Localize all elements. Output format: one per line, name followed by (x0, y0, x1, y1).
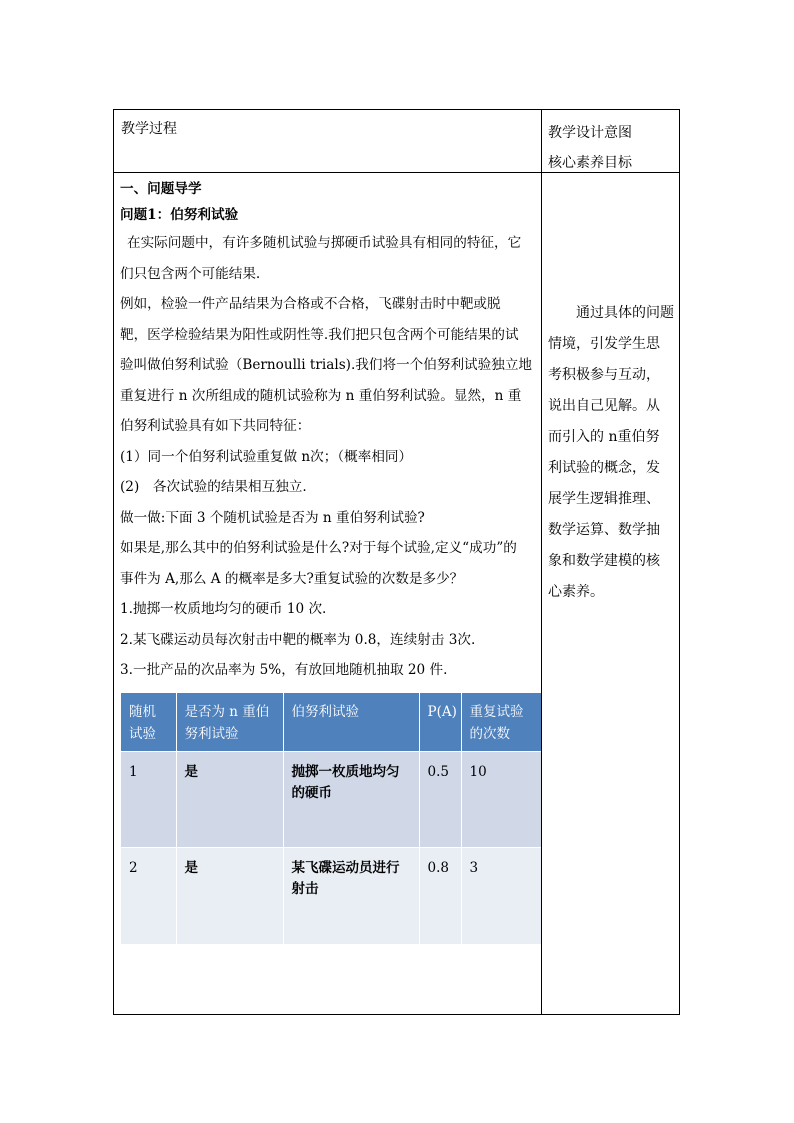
table-cell: 抛掷一枚质地均匀的硬币 (283, 752, 419, 848)
table-cell: 10 (461, 752, 541, 848)
table-cell: 是 (176, 848, 283, 944)
table-cell: 0.5 (419, 752, 461, 848)
intent-line: 数学运算、数学抽 (548, 522, 660, 538)
header-teaching-process: 教学过程 (121, 121, 177, 137)
intent-line: 象和数学建模的核 (548, 553, 660, 569)
table-cell: 1 (121, 752, 176, 848)
paragraph-line: 例如，检验一件产品结果为合格或不合格，飞碟射击时中靶或脱 (120, 296, 501, 312)
column-header: P(A) (419, 693, 461, 752)
paragraph-line: 重复进行 n 次所组成的随机试验称为 n 重伯努利试验。显然，n 重 (120, 387, 522, 404)
table-row (121, 752, 541, 848)
intent-line: 通过具体的问题 (576, 305, 674, 321)
header-right-line: 核心素养目标 (548, 155, 632, 171)
paragraph-line: 1.抛掷一枚质地均匀的硬币 10 次. (120, 601, 327, 617)
paragraph-line: (2) 各次试验的结果相互独立. (120, 479, 307, 495)
paragraph-line: (1）同一个伯努利试验重复做 n次；（概率相同） (120, 448, 413, 465)
intent-line: 考积极参与互动， (548, 367, 660, 383)
column-divider (541, 110, 542, 1014)
table-cell: 3 (461, 848, 541, 944)
intent-line: 展学生逻辑推理、 (548, 491, 660, 507)
paragraph-line: 如果是,那么其中的伯努利试验是什么?对于每个试验,定义“成功”的 (120, 540, 517, 556)
section-title: 一、问题导学 (120, 181, 202, 197)
header-right-line: 教学设计意图 (548, 125, 632, 141)
header-design-intent (548, 118, 632, 178)
paragraph-line: 验叫做伯努利试验（Bernoulli trials).我们将一个伯努利试验独立地 (120, 357, 533, 373)
paragraph-line: 做一做:下面 3 个随机试验是否为 n 重伯努利试验? (120, 509, 425, 526)
paragraph-line: 靶，医学检验结果为阳性或阴性等.我们把只包含两个可能结果的试 (120, 326, 519, 343)
table-row (121, 848, 541, 944)
design-intent-text (548, 298, 676, 608)
intent-line: 而引入的 n重伯努 (548, 429, 660, 445)
paragraph-line: 在实际问题中，有许多随机试验与掷硬币试验具有相同的特征，它 (127, 235, 522, 251)
table-cell: 2 (121, 848, 176, 944)
paragraph-line: 伯努利试验具有如下共同特征： (120, 418, 311, 434)
paragraph-line: 们只包含两个可能结果. (120, 265, 261, 282)
intent-line: 情境，引发学生思 (548, 336, 660, 352)
table-cell: 是 (176, 752, 283, 848)
table-cell: 某飞碟运动员进行射击 (283, 848, 419, 944)
column-header: 随机试验 (121, 693, 176, 752)
paragraph-line: 2.某飞碟运动员每次射击中靶的概率为 0.8，连续射击 3次. (120, 631, 476, 648)
intent-line: 说出自己见解。从 (548, 398, 660, 414)
teaching-content (120, 176, 537, 686)
problem-title: 问题1：伯努利试验 (120, 207, 239, 223)
paragraph-line: 3.一批产品的次品率为 5%，有放回地随机抽取 20 件. (120, 662, 448, 678)
table-cell: 0.8 (419, 848, 461, 944)
paragraph-line: 事件为 A,那么 A 的概率是多大?重复试验的次数是多少？ (120, 570, 464, 587)
intent-line: 心素养。 (548, 584, 604, 600)
bernoulli-table (121, 693, 541, 944)
intent-line: 利试验的概念，发 (548, 460, 660, 476)
column-header: 重复试验的次数 (461, 693, 541, 752)
column-header: 是否为 n 重伯努利试验 (176, 693, 283, 752)
lesson-plan-table (113, 109, 680, 1015)
column-header: 伯努利试验 (283, 693, 419, 752)
